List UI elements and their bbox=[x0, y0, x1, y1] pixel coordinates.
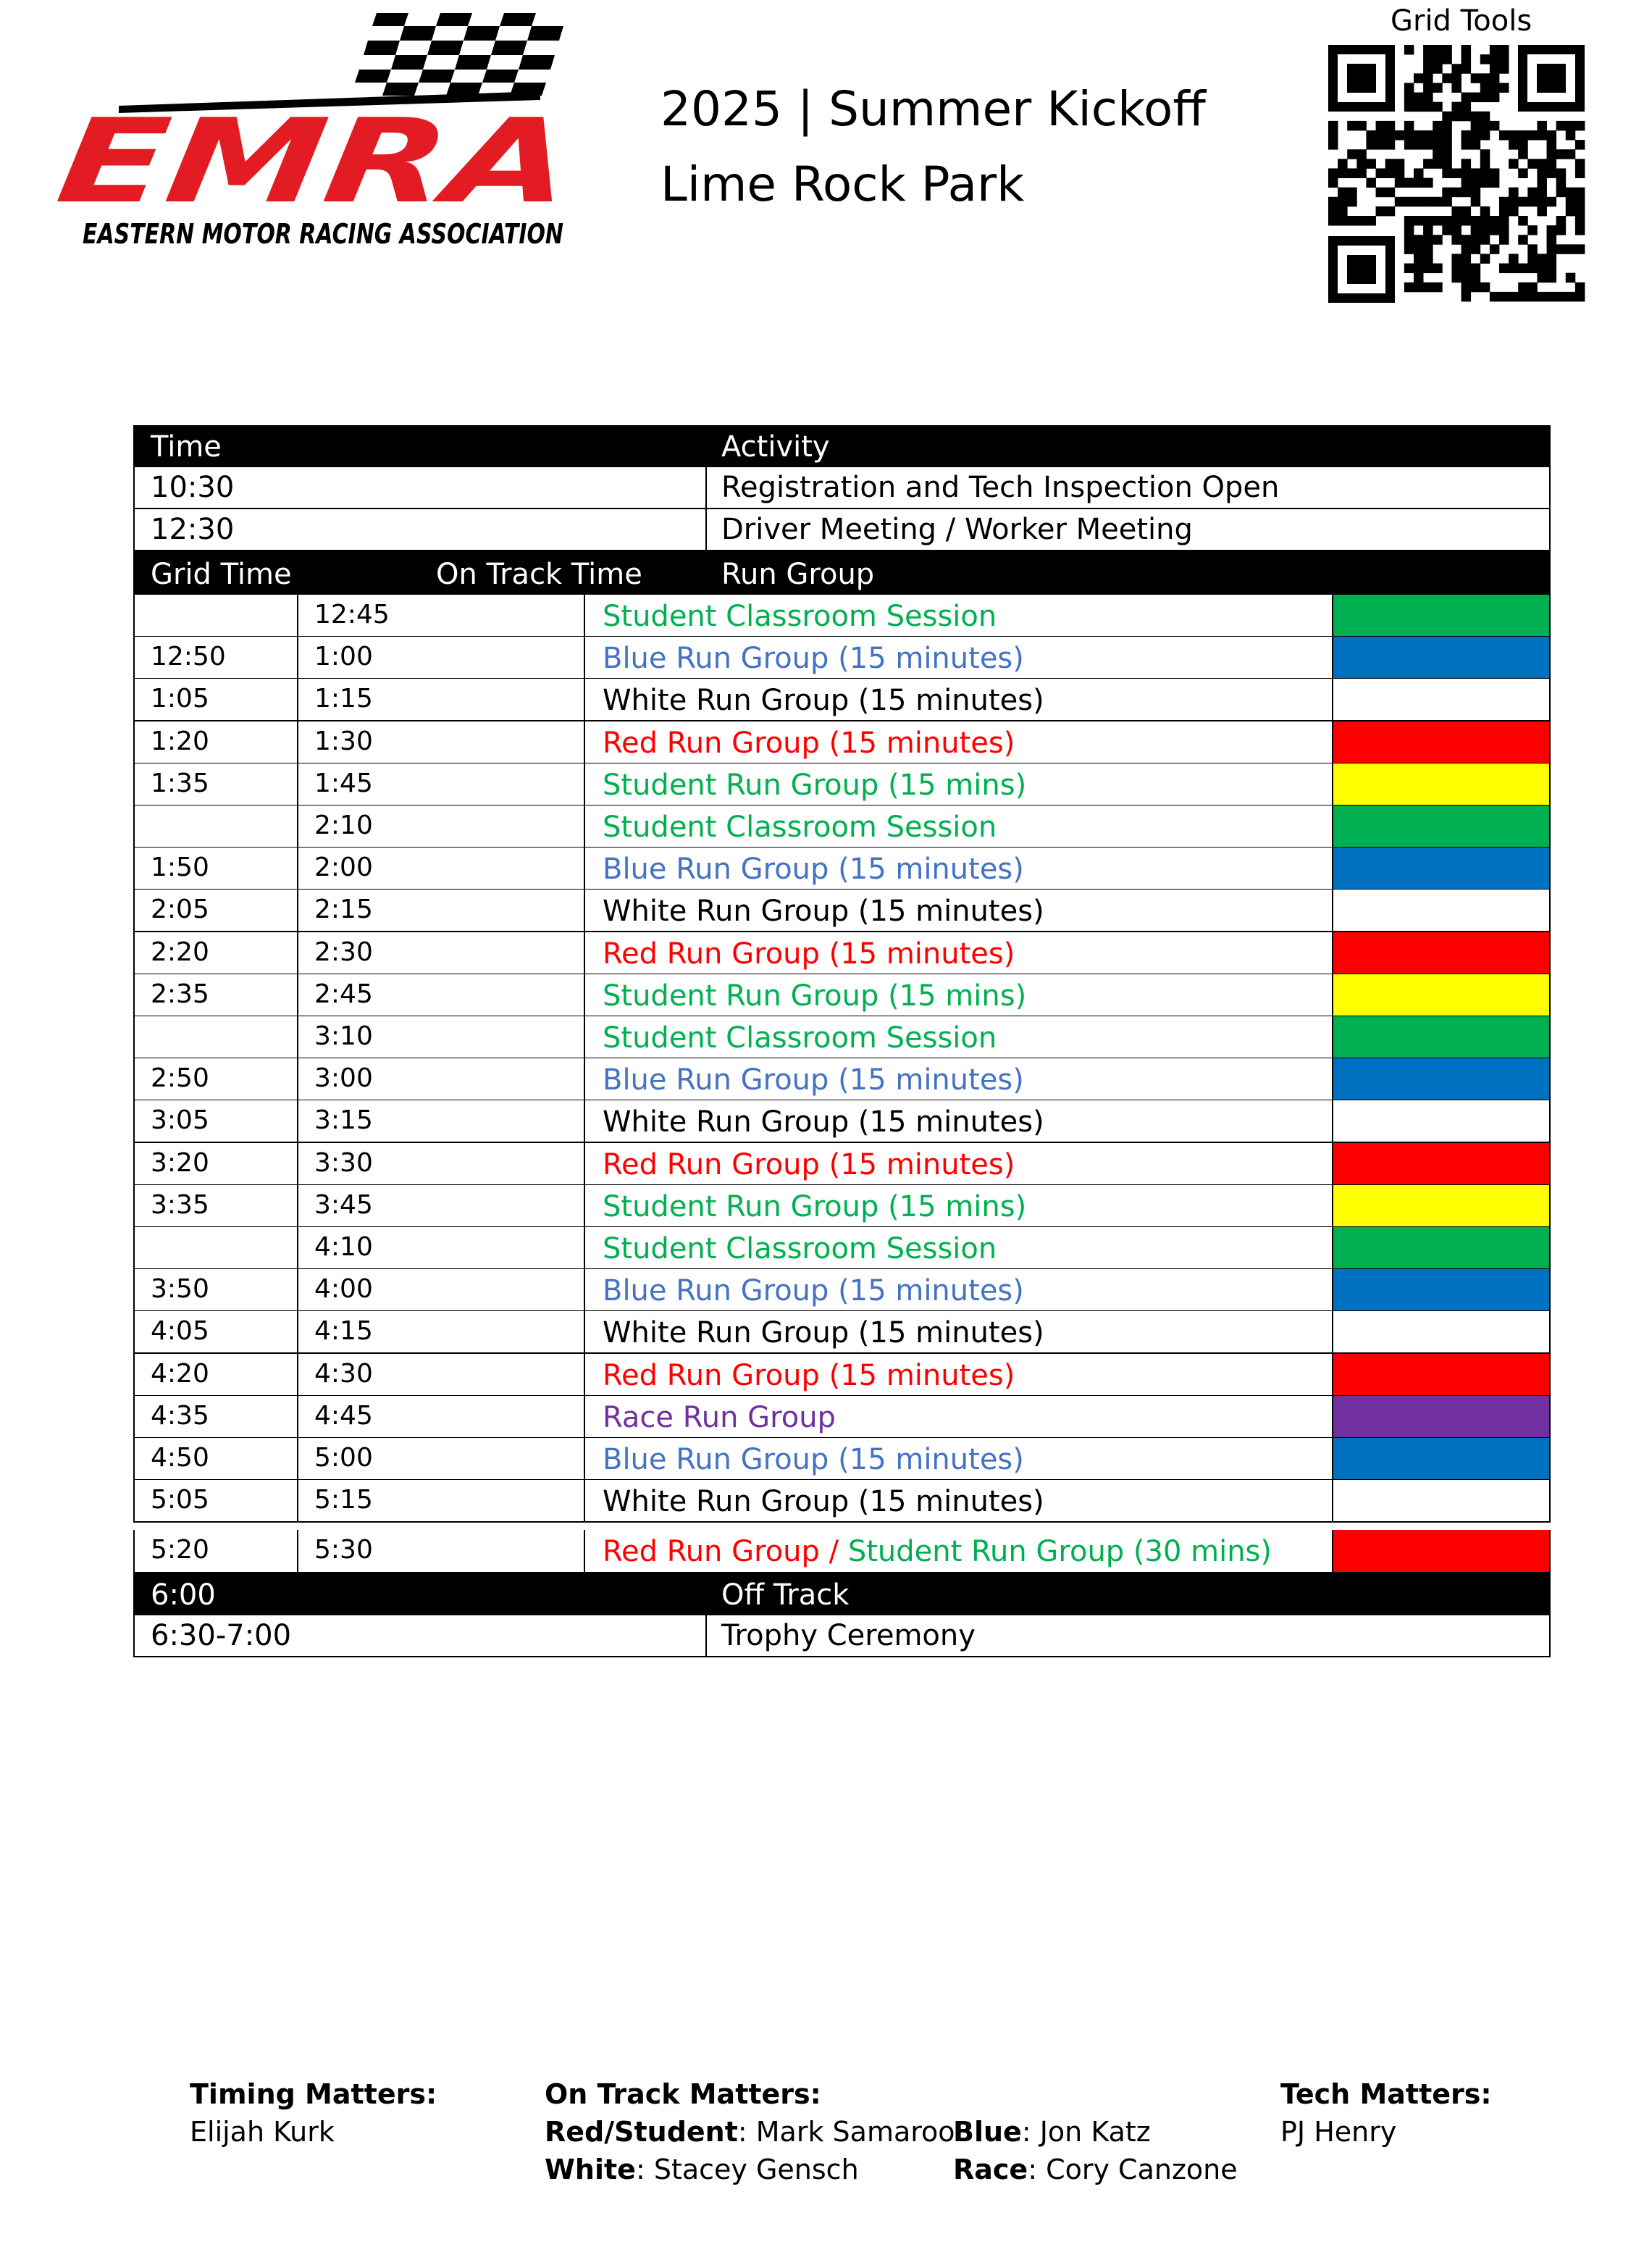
grid-time-cell: 2:35 bbox=[151, 979, 209, 1009]
grid-time-cell: 4:35 bbox=[151, 1401, 209, 1431]
logo-wordmark: EMRA bbox=[50, 93, 443, 229]
run-group-cell: Red Run Group (15 minutes) bbox=[603, 1359, 1015, 1392]
run-group-cell: Student Run Group (15 mins) bbox=[603, 1190, 1027, 1223]
column-divider bbox=[584, 1438, 585, 1479]
column-divider bbox=[297, 1143, 298, 1184]
on-track-time-cell: 4:30 bbox=[314, 1359, 373, 1389]
ceremony-row bbox=[133, 1615, 1551, 1657]
grid-time-cell: 3:05 bbox=[151, 1105, 209, 1135]
column-divider bbox=[297, 848, 298, 889]
grid-time-cell: 3:50 bbox=[151, 1274, 209, 1304]
column-divider bbox=[584, 763, 585, 805]
run-group-red: Red Run Group bbox=[603, 1535, 820, 1568]
on-track-time-cell: 5:30 bbox=[314, 1535, 373, 1565]
column-divider bbox=[297, 1227, 298, 1268]
ceremony-time: 6:30-7:00 bbox=[151, 1619, 292, 1652]
session-row bbox=[133, 1480, 1551, 1523]
run-group-color-swatch bbox=[1333, 805, 1549, 847]
column-divider bbox=[584, 805, 585, 847]
grid-time-cell: 1:50 bbox=[151, 853, 209, 882]
run-group-cell: White Run Group (15 minutes) bbox=[603, 895, 1044, 928]
run-group-cell: White Run Group (15 minutes) bbox=[603, 1105, 1044, 1139]
grid-time-cell: 2:05 bbox=[151, 895, 209, 924]
column-divider bbox=[584, 974, 585, 1016]
pre-row-activity: Registration and Tech Inspection Open bbox=[721, 471, 1280, 504]
column-divider bbox=[584, 890, 585, 931]
on-track-time-cell: 4:15 bbox=[314, 1316, 373, 1346]
qr-finder-top-left bbox=[1328, 45, 1395, 112]
on-track-time-cell: 2:15 bbox=[314, 895, 373, 924]
column-divider bbox=[584, 1058, 585, 1100]
red-student-name: : Mark Samaroo bbox=[737, 2116, 955, 2148]
white-label: White bbox=[545, 2154, 636, 2185]
column-divider bbox=[584, 721, 585, 763]
column-divider bbox=[297, 1016, 298, 1058]
column-divider bbox=[584, 1100, 585, 1142]
on-track-blue bbox=[953, 2118, 1151, 2146]
on-track-time-cell: 1:30 bbox=[314, 727, 373, 756]
column-divider bbox=[297, 1185, 298, 1226]
run-group-cell: Blue Run Group (15 minutes) bbox=[603, 1063, 1024, 1097]
schedule-table bbox=[133, 425, 1551, 1657]
header-grid-time: Grid Time bbox=[151, 558, 292, 591]
on-track-time-cell: 3:00 bbox=[314, 1063, 373, 1093]
on-track-red-student bbox=[545, 2118, 955, 2146]
off-track-time: 6:00 bbox=[151, 1578, 216, 1612]
column-divider bbox=[297, 932, 298, 974]
run-group-color-swatch bbox=[1333, 974, 1549, 1016]
run-group-cell: White Run Group (15 minutes) bbox=[603, 1485, 1044, 1518]
column-divider bbox=[297, 637, 298, 678]
column-divider bbox=[297, 974, 298, 1016]
run-group-cell: Red Run Group (15 minutes) bbox=[603, 1148, 1015, 1181]
tech-label: Tech Matters: bbox=[1280, 2078, 1492, 2110]
session-row bbox=[133, 848, 1551, 890]
run-group-cell: Red Run Group (15 minutes) bbox=[603, 937, 1015, 971]
grid-time-cell: 4:50 bbox=[151, 1443, 209, 1473]
session-row bbox=[133, 1396, 1551, 1439]
run-group-color-swatch bbox=[1333, 595, 1549, 636]
column-divider bbox=[297, 1480, 298, 1521]
on-track-time-cell: 2:00 bbox=[314, 853, 373, 882]
column-divider bbox=[297, 890, 298, 931]
blue-label: Blue bbox=[953, 2116, 1022, 2148]
grid-time-cell: 1:20 bbox=[151, 727, 209, 756]
run-group-cell bbox=[603, 1537, 1272, 1566]
grid-time-cell: 3:20 bbox=[151, 1148, 209, 1178]
run-group-color-swatch bbox=[1333, 1269, 1549, 1310]
schedule-header-row bbox=[133, 425, 1551, 467]
on-track-time-cell: 4:45 bbox=[314, 1401, 373, 1431]
race-name: : Cory Canzone bbox=[1028, 2154, 1238, 2185]
column-divider bbox=[584, 1311, 585, 1352]
session-row bbox=[133, 1311, 1551, 1354]
run-group-color-swatch bbox=[1333, 1100, 1549, 1142]
qr-finder-bottom-left bbox=[1328, 236, 1395, 303]
grid-time-cell: 2:20 bbox=[151, 937, 209, 967]
on-track-time-cell: 12:45 bbox=[314, 600, 390, 629]
run-group-color-swatch bbox=[1333, 890, 1549, 931]
run-group-cell: Student Classroom Session bbox=[603, 600, 997, 633]
on-track-time-cell: 2:10 bbox=[314, 811, 373, 840]
session-row bbox=[133, 1354, 1551, 1397]
grid-time-cell: 12:50 bbox=[151, 642, 226, 671]
column-divider bbox=[297, 805, 298, 847]
column-divider bbox=[705, 467, 707, 508]
pre-row bbox=[133, 467, 1551, 509]
emra-logo bbox=[50, 7, 598, 254]
run-group-cell: White Run Group (15 minutes) bbox=[603, 684, 1044, 717]
column-divider bbox=[584, 1480, 585, 1521]
emra-logo-graphic bbox=[50, 7, 598, 254]
run-group-cell: Blue Run Group (15 minutes) bbox=[603, 1443, 1024, 1476]
red-student-label: Red/Student bbox=[545, 2116, 738, 2148]
column-divider bbox=[584, 1269, 585, 1310]
on-track-time-cell: 5:15 bbox=[314, 1485, 373, 1515]
run-group-cell: Race Run Group bbox=[603, 1401, 836, 1434]
column-divider bbox=[297, 1311, 298, 1352]
run-group-color-swatch bbox=[1333, 679, 1549, 720]
run-group-cell: Student Classroom Session bbox=[603, 811, 997, 844]
run-group-color-swatch bbox=[1333, 1143, 1549, 1184]
run-group-cell: Student Classroom Session bbox=[603, 1232, 997, 1265]
run-group-student: Student Run Group (30 mins) bbox=[847, 1535, 1272, 1568]
run-group-cell: Blue Run Group (15 minutes) bbox=[603, 1274, 1024, 1307]
run-group-color-swatch bbox=[1333, 932, 1549, 974]
on-track-time-cell: 2:45 bbox=[314, 979, 373, 1009]
column-divider bbox=[584, 1016, 585, 1058]
column-divider bbox=[297, 721, 298, 763]
column-divider bbox=[705, 509, 707, 550]
run-group-cell: Student Run Group (15 mins) bbox=[603, 979, 1027, 1013]
session-row bbox=[133, 637, 1551, 679]
column-divider bbox=[584, 1185, 585, 1226]
on-track-time-cell: 5:00 bbox=[314, 1443, 373, 1473]
session-row bbox=[133, 805, 1551, 848]
column-divider bbox=[297, 1354, 298, 1395]
column-divider bbox=[584, 679, 585, 720]
on-track-race bbox=[953, 2156, 1238, 2183]
session-row bbox=[133, 721, 1551, 764]
on-track-time-cell: 3:30 bbox=[314, 1148, 373, 1178]
page-title: 2025 | Summer Kickoff bbox=[660, 81, 1206, 137]
session-row bbox=[133, 1185, 1551, 1228]
on-track-time-cell: 1:45 bbox=[314, 769, 373, 798]
qr-code-graphic bbox=[1328, 45, 1585, 303]
timing-label: Timing Matters: bbox=[190, 2078, 437, 2110]
column-divider bbox=[584, 1143, 585, 1184]
grid-time-cell: 1:05 bbox=[151, 684, 209, 714]
checkered-flag-icon bbox=[355, 13, 563, 96]
pre-row-activity: Driver Meeting / Worker Meeting bbox=[721, 513, 1193, 546]
session-row-final bbox=[133, 1530, 1551, 1573]
session-row bbox=[133, 595, 1551, 637]
column-divider bbox=[584, 595, 585, 636]
column-divider bbox=[297, 1269, 298, 1310]
session-row bbox=[133, 763, 1551, 806]
qr-finder-top-right bbox=[1518, 45, 1585, 112]
grid-time-cell: 5:05 bbox=[151, 1485, 209, 1515]
on-track-time-cell: 3:15 bbox=[314, 1105, 373, 1135]
off-track-row bbox=[133, 1573, 1551, 1615]
session-row bbox=[133, 1016, 1551, 1059]
column-divider bbox=[297, 1438, 298, 1479]
grid-time-cell: 2:50 bbox=[151, 1063, 209, 1093]
grid-time-cell: 5:20 bbox=[151, 1535, 209, 1565]
column-divider bbox=[584, 932, 585, 974]
on-track-white bbox=[545, 2156, 859, 2183]
qr-code[interactable] bbox=[1328, 45, 1585, 303]
page-subtitle-venue: Lime Rock Park bbox=[660, 156, 1025, 212]
on-track-time-cell: 4:10 bbox=[314, 1232, 373, 1262]
run-group-color-swatch bbox=[1333, 1354, 1549, 1395]
run-group-cell: Blue Run Group (15 minutes) bbox=[603, 853, 1024, 886]
session-row bbox=[133, 890, 1551, 932]
column-divider bbox=[584, 1530, 585, 1572]
header-run-group: Run Group bbox=[721, 558, 875, 591]
on-track-time-cell: 4:00 bbox=[314, 1274, 373, 1304]
run-group-cell: Blue Run Group (15 minutes) bbox=[603, 642, 1024, 675]
column-divider bbox=[584, 1396, 585, 1437]
run-group-color-swatch bbox=[1333, 1530, 1549, 1572]
run-group-separator: / bbox=[819, 1535, 848, 1568]
column-divider bbox=[297, 1100, 298, 1142]
timing-name: Elijah Kurk bbox=[190, 2116, 335, 2148]
run-group-color-swatch bbox=[1333, 763, 1549, 805]
session-row bbox=[133, 1100, 1551, 1143]
run-group-color-swatch bbox=[1333, 1311, 1549, 1352]
run-group-color-swatch bbox=[1333, 848, 1549, 889]
grid-time-cell: 4:05 bbox=[151, 1316, 209, 1346]
run-group-color-swatch bbox=[1333, 1016, 1549, 1058]
column-divider bbox=[705, 1615, 707, 1656]
on-track-label: On Track Matters: bbox=[545, 2078, 821, 2110]
white-name: : Stacey Gensch bbox=[635, 2154, 859, 2185]
pre-row-time: 12:30 bbox=[151, 513, 235, 546]
off-track-activity: Off Track bbox=[721, 1578, 850, 1612]
grid-header-row bbox=[133, 551, 1551, 595]
column-divider bbox=[297, 1530, 298, 1572]
session-row bbox=[133, 974, 1551, 1017]
tech-name: PJ Henry bbox=[1280, 2116, 1397, 2148]
session-row bbox=[133, 1227, 1551, 1270]
on-track-time-cell: 2:30 bbox=[314, 937, 373, 967]
on-track-time-cell: 1:00 bbox=[314, 642, 373, 671]
logo-tagline: EASTERN MOTOR RACING ASSOCIATION bbox=[83, 218, 563, 250]
run-group-color-swatch bbox=[1333, 1227, 1549, 1268]
run-group-color-swatch bbox=[1333, 721, 1549, 763]
grid-time-cell: 4:20 bbox=[151, 1359, 209, 1389]
run-group-color-swatch bbox=[1333, 1438, 1549, 1479]
pre-row bbox=[133, 509, 1551, 551]
run-group-cell: White Run Group (15 minutes) bbox=[603, 1316, 1044, 1349]
run-group-cell: Student Classroom Session bbox=[603, 1021, 997, 1055]
header-time: Time bbox=[151, 430, 222, 464]
header-activity: Activity bbox=[721, 430, 830, 464]
header-on-track-time: On Track Time bbox=[436, 558, 642, 591]
session-row bbox=[133, 679, 1551, 721]
session-row bbox=[133, 1438, 1551, 1481]
on-track-time-cell: 3:10 bbox=[314, 1021, 373, 1051]
column-divider bbox=[297, 1396, 298, 1437]
grid-time-cell: 3:35 bbox=[151, 1190, 209, 1220]
column-divider bbox=[297, 595, 298, 636]
grid-time-cell: 1:35 bbox=[151, 769, 209, 798]
column-divider bbox=[584, 848, 585, 889]
qr-label: Grid Tools bbox=[1391, 4, 1532, 38]
blue-name: : Jon Katz bbox=[1021, 2116, 1151, 2148]
on-track-time-cell: 3:45 bbox=[314, 1190, 373, 1220]
column-divider bbox=[297, 679, 298, 720]
run-group-cell: Red Run Group (15 minutes) bbox=[603, 727, 1015, 760]
ceremony-activity: Trophy Ceremony bbox=[721, 1619, 976, 1652]
pre-row-time: 10:30 bbox=[151, 471, 235, 504]
column-divider bbox=[584, 637, 585, 678]
column-divider bbox=[584, 1354, 585, 1395]
session-row bbox=[133, 1269, 1551, 1312]
session-row bbox=[133, 1143, 1551, 1186]
run-group-color-swatch bbox=[1333, 1185, 1549, 1226]
on-track-time-cell: 1:15 bbox=[314, 684, 373, 714]
session-row bbox=[133, 1058, 1551, 1101]
column-divider bbox=[297, 1058, 298, 1100]
run-group-color-swatch bbox=[1333, 637, 1549, 678]
run-group-color-swatch bbox=[1333, 1058, 1549, 1100]
column-divider bbox=[584, 1227, 585, 1268]
run-group-color-swatch bbox=[1333, 1480, 1549, 1521]
session-row bbox=[133, 932, 1551, 975]
column-divider bbox=[297, 763, 298, 805]
run-group-color-swatch bbox=[1333, 1396, 1549, 1437]
race-label: Race bbox=[953, 2154, 1028, 2185]
run-group-cell: Student Run Group (15 mins) bbox=[603, 769, 1027, 802]
